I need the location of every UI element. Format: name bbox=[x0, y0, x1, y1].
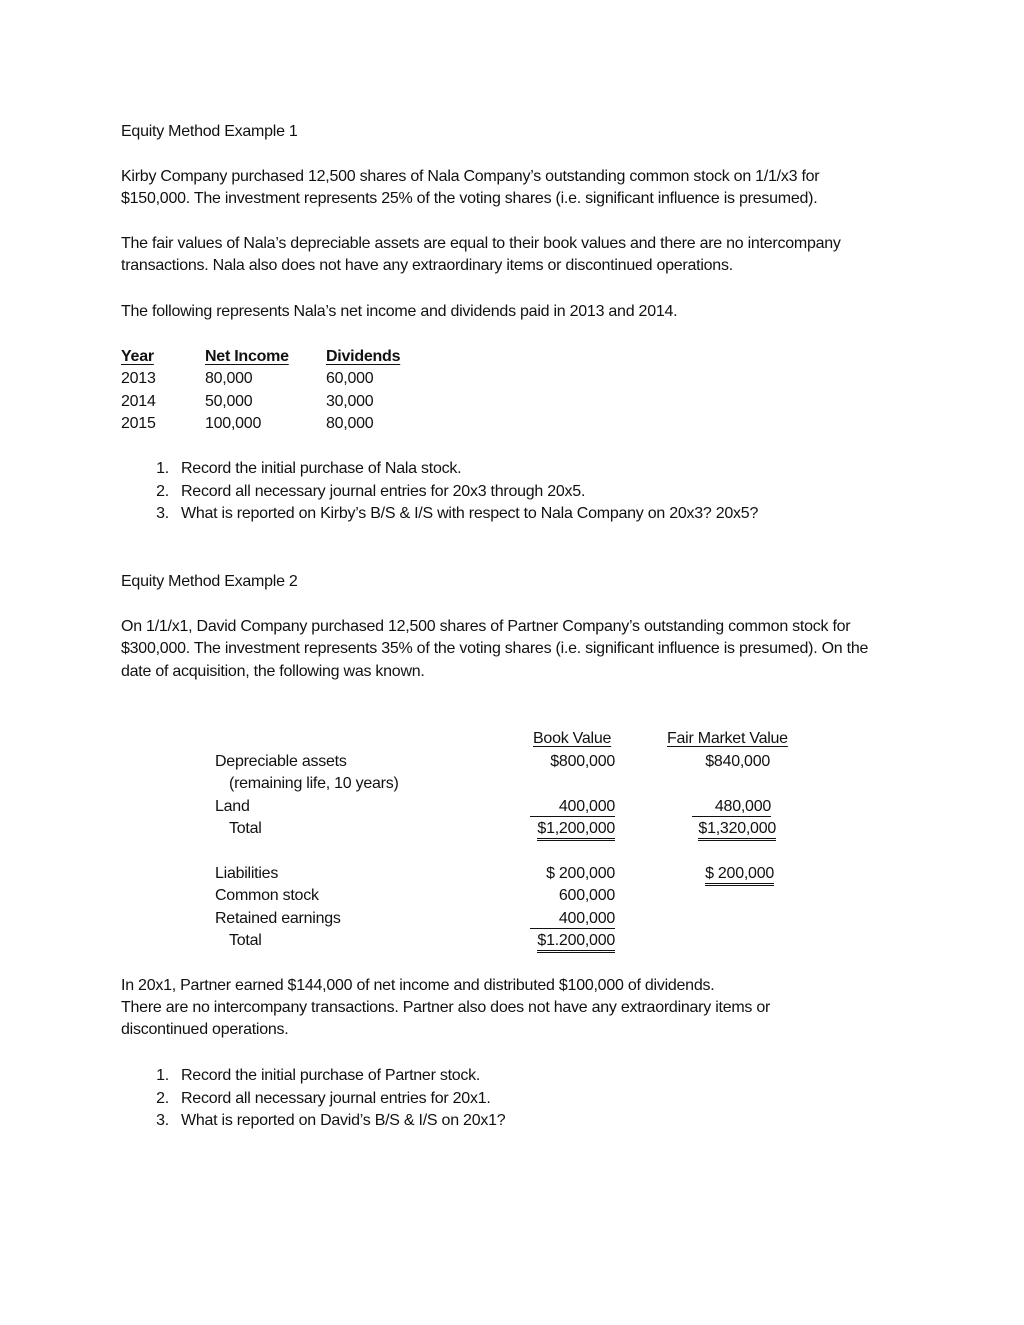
table-cell-year: 2015 bbox=[121, 415, 156, 432]
example2-intro: On 1/1/x1, David Company purchased 12,500 shares of Partner Company’s outstanding common stock for $300,000. The investment represents 35% of the voting shares (i.e. significant influence is presumed). On the date of acquisition, the following was known. bbox=[121, 618, 869, 680]
example2-followup-line-2: There are no intercompany transactions. Partner also does not have any extraordinary items or discontinued operations. bbox=[121, 999, 771, 1039]
example1-paragraph-1: Kirby Company purchased 12,500 shares of Nala Company’s outstanding common stock on 1/1/x3 for $150,000. The investment represents 25% of the voting shares (i.e. significant influence is presumed). bbox=[121, 168, 820, 208]
book-value-cell bbox=[530, 908, 615, 930]
book-value-cell: 600,000 bbox=[558, 887, 615, 904]
list-item: What is reported on Kirby’s B/S & I/S with respect to Nala Company on 20x3? 20x5? bbox=[181, 505, 759, 522]
table-cell-net-income: 50,000 bbox=[205, 393, 253, 410]
list-item: What is reported on David’s B/S & I/S on 20x1? bbox=[181, 1112, 506, 1129]
table-cell-dividends: 30,000 bbox=[326, 393, 374, 410]
book-value-cell: $ 200,000 bbox=[546, 865, 615, 882]
fair-value-cell bbox=[692, 796, 771, 818]
book-value-cell bbox=[530, 796, 615, 818]
row-label: Total bbox=[229, 932, 262, 949]
list-item: Record the initial purchase of Nala stock. bbox=[181, 460, 462, 477]
book-value-cell bbox=[530, 818, 615, 841]
list-item: Record all necessary journal entries for 20x1. bbox=[181, 1090, 491, 1107]
list-number: 2. bbox=[156, 1090, 169, 1107]
table-header-net-income: Net Income bbox=[205, 348, 289, 365]
table-cell-net-income: 100,000 bbox=[205, 415, 262, 432]
row-label: Total bbox=[229, 820, 262, 837]
table-cell-year: 2014 bbox=[121, 393, 156, 410]
table-header-dividends: Dividends bbox=[326, 348, 401, 365]
list-number: 2. bbox=[156, 483, 169, 500]
list-number: 3. bbox=[156, 1112, 169, 1129]
fair-value-cell bbox=[690, 818, 776, 841]
row-label: Land bbox=[215, 798, 250, 815]
example2-followup-line-1: In 20x1, Partner earned $144,000 of net income and distributed $100,000 of dividends. bbox=[121, 977, 715, 994]
example2-title: Equity Method Example 2 bbox=[121, 573, 298, 590]
column-header-book-value: Book Value bbox=[533, 730, 612, 747]
book-value-text: 400,000 bbox=[530, 797, 615, 817]
row-label: Depreciable assets bbox=[215, 753, 347, 770]
fair-value-text: $ 200,000 bbox=[705, 864, 774, 886]
book-value-text: 400,000 bbox=[530, 909, 615, 929]
list-number: 1. bbox=[156, 460, 169, 477]
table-cell-dividends: 60,000 bbox=[326, 370, 374, 387]
example1-paragraph-3: The following represents Nala’s net income and dividends paid in 2013 and 2014. bbox=[121, 303, 678, 320]
column-header-fair-market-value: Fair Market Value bbox=[667, 730, 788, 747]
book-value-text: $1.200,000 bbox=[537, 931, 615, 953]
list-number: 3. bbox=[156, 505, 169, 522]
example1-paragraph-2: The fair values of Nala’s depreciable assets are equal to their book values and there are no intercompany transactions. Nala also does not have any extraordinary items or discontinued operations. bbox=[121, 235, 841, 275]
table-header-year: Year bbox=[121, 348, 154, 365]
row-label: Retained earnings bbox=[215, 910, 341, 927]
table-cell-year: 2013 bbox=[121, 370, 156, 387]
list-item: Record all necessary journal entries for 20x3 through 20x5. bbox=[181, 483, 586, 500]
book-value-cell bbox=[530, 930, 615, 953]
list-item: Record the initial purchase of Partner stock. bbox=[181, 1067, 481, 1084]
list-number: 1. bbox=[156, 1067, 169, 1084]
table-cell-dividends: 80,000 bbox=[326, 415, 374, 432]
book-value-text: $1,200,000 bbox=[537, 819, 615, 841]
row-label: Liabilities bbox=[215, 865, 279, 882]
row-label: Common stock bbox=[215, 887, 319, 904]
fair-value-cell bbox=[695, 863, 774, 886]
row-label: (remaining life, 10 years) bbox=[229, 775, 399, 792]
fair-value-text: $1,320,000 bbox=[698, 819, 776, 841]
table-cell-net-income: 80,000 bbox=[205, 370, 253, 387]
book-value-cell: $800,000 bbox=[550, 753, 615, 770]
fair-value-cell: $840,000 bbox=[705, 753, 770, 770]
fair-value-text: 480,000 bbox=[692, 797, 771, 817]
example1-title: Equity Method Example 1 bbox=[121, 123, 298, 140]
